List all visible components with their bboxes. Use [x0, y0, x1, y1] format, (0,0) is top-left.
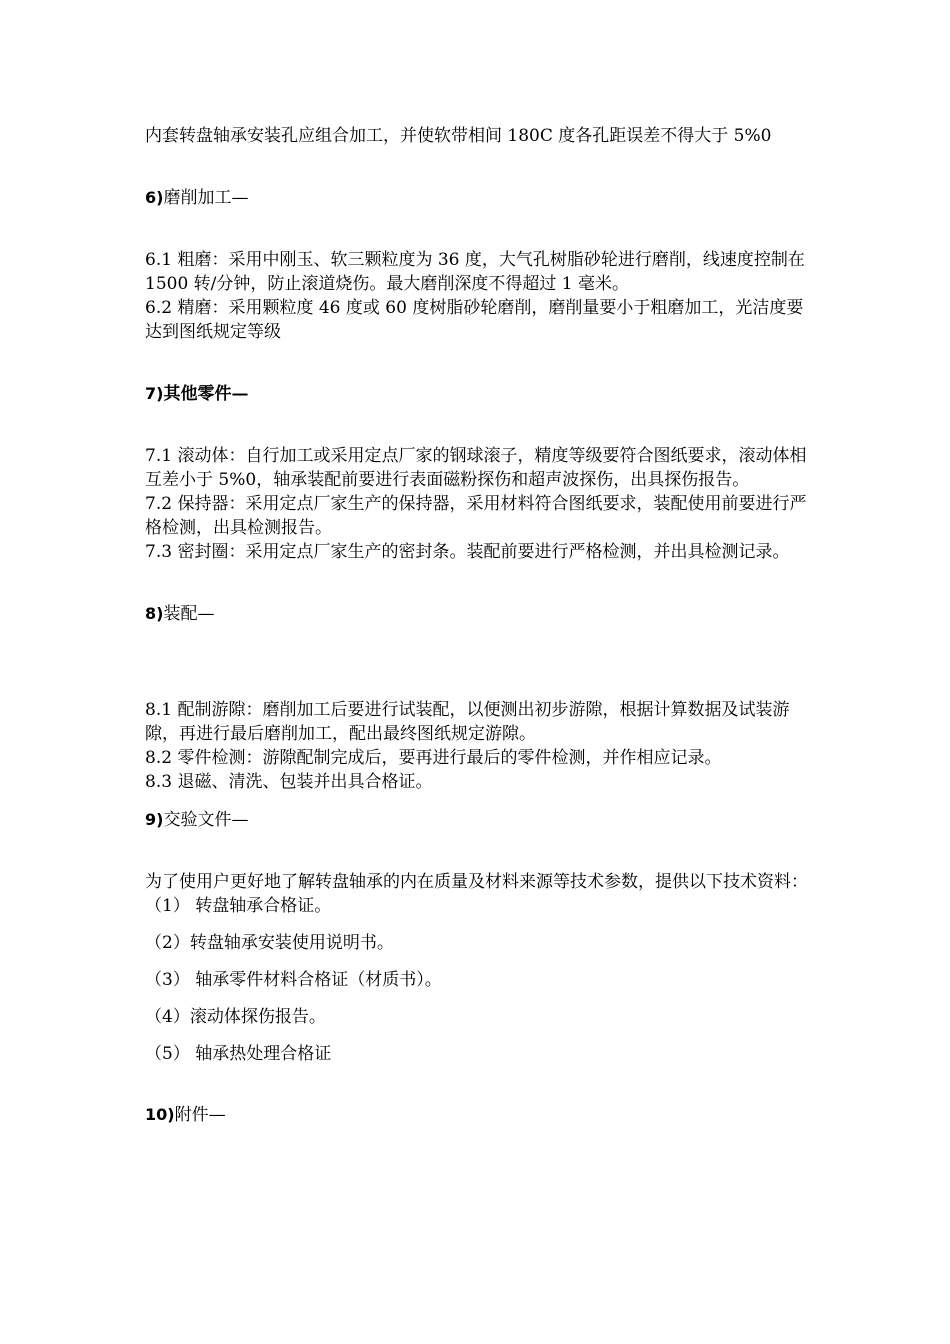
- section-8-1-paragraph: 8.1 配制游隙：磨削加工后要进行试装配，以便测出初步游隙，根据计算数据及试装游隙，再进行最后磨削加工，配出最终图纸规定游隙。: [145, 700, 790, 744]
- doc-list-item: （4）滚动体探伤报告。: [145, 1007, 326, 1027]
- section-8-3-paragraph: 8.3 退磁、清洗、包装并出具合格证。: [145, 772, 433, 792]
- section-8-heading: [145, 602, 809, 626]
- doc-list-item: （3） 轴承零件材料合格证（材质书）。: [145, 970, 442, 990]
- section-8-2-paragraph: 8.2 零件检测：游隙配制完成后，要再进行最后的零件检测，并作相应记录。: [145, 748, 722, 768]
- doc-list-item: （1） 转盘轴承合格证。: [145, 896, 332, 916]
- document-page: [145, 124, 809, 1127]
- section-7-1-paragraph: 7.1 滚动体：自行加工或采用定点厂家的钢球滚子，精度等级要符合图纸要求，滚动体相互差小于 5%0，轴承装配前要进行表面磁粉探伤和超声波探伤，出具探伤报告。: [145, 446, 807, 490]
- section-9-number: 9): [145, 810, 164, 829]
- section-6-title: 磨削加工—: [163, 188, 249, 208]
- section-7-heading: [145, 382, 809, 406]
- section-7-number: 7): [145, 384, 164, 403]
- section-6-1-paragraph: 6.1 粗磨：采用中刚玉、软三颗粒度为 36 度，大气孔树脂砂轮进行磨削，线速度控制在 1500 转/分钟，防止滚道烧伤。最大磨削深度不得超过 1 毫米。: [145, 250, 805, 294]
- doc-list-item: （2）转盘轴承安装使用说明书。: [145, 933, 394, 953]
- section-10-title: 附件—: [174, 1105, 226, 1125]
- section-9-heading: [145, 808, 809, 832]
- section-6-2-paragraph: 6.2 精磨：采用颗粒度 46 度或 60 度树脂砂轮磨削，磨削量要小于粗磨加工，光洁度要达到图纸规定等级: [145, 298, 804, 342]
- section-9-intro-paragraph: 为了使用户更好地了解转盘轴承的内在质量及材料来源等技术参数，提供以下技术资料：: [145, 872, 808, 892]
- section-8-number: 8): [145, 604, 164, 623]
- section-8-title: 装配—: [163, 604, 215, 624]
- section-10-number: 10): [145, 1105, 175, 1124]
- section-7-3-paragraph: 7.3 密封圈：采用定点厂家生产的密封条。装配前要进行严格检测，并出具检测记录。: [145, 542, 790, 562]
- doc-list-item: （5） 轴承热处理合格证: [145, 1044, 332, 1064]
- section-6-heading: [145, 186, 809, 210]
- section-9-title: 交验文件—: [163, 810, 249, 830]
- section-7-2-paragraph: 7.2 保持器：采用定点厂家生产的保持器，采用材料符合图纸要求，装配使用前要进行严格检测，出具检测报告。: [145, 494, 807, 538]
- intro-paragraph: 内套转盘轴承安装孔应组合加工，并使软带相间 180C 度各孔距误差不得大于 5%0: [145, 126, 772, 146]
- section-7-title: 其他零件—: [163, 384, 249, 404]
- section-6-number: 6): [145, 188, 164, 207]
- section-10-heading: [145, 1103, 809, 1127]
